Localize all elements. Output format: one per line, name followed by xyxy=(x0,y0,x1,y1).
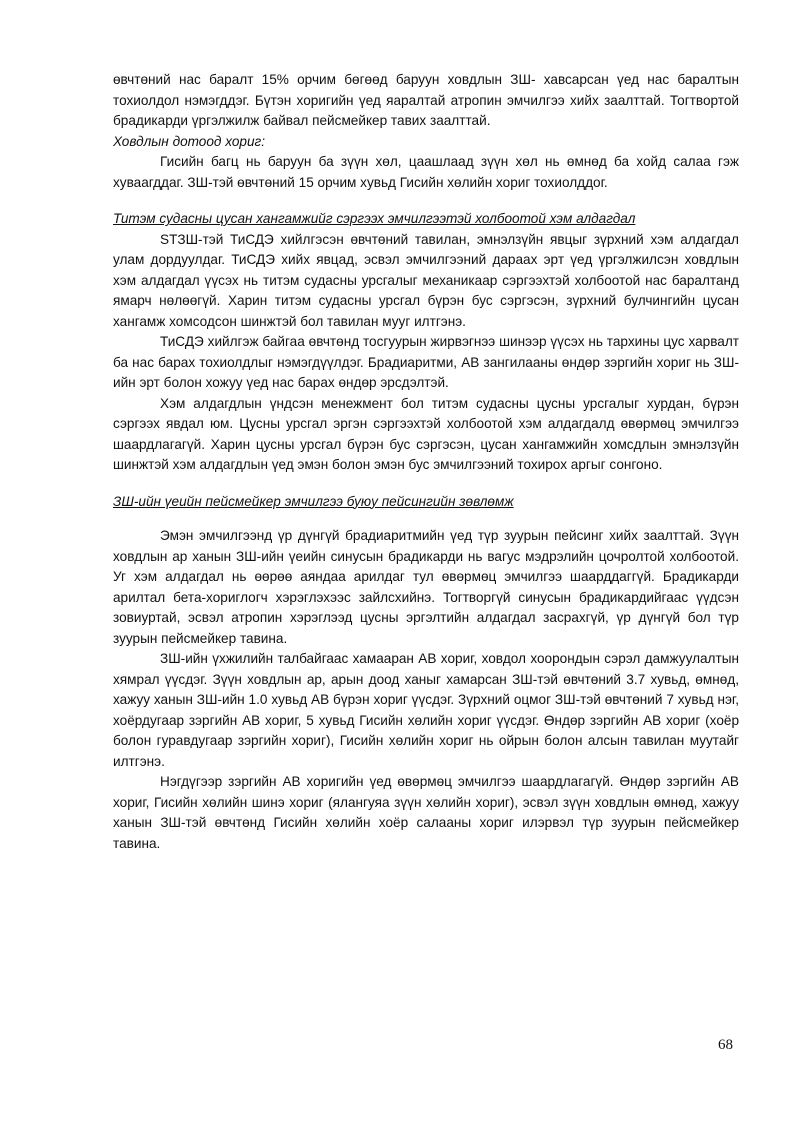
paragraph-his-bundle: Гисийн багц нь баруун ба зүүн хөл, цаашлаад зүүн хөл нь өмнөд ба хойд салаа гэж хуваагддаг. ЗШ-тэй өвчтөний 15 орчим хувьд Гисийн хөлийн хориг тохиолддог. xyxy=(113,154,739,190)
paragraph-section2-3: Нэгдүгээр зэргийн АВ хоригийн үед өвөрмөц эмчилгээ шаардлагагүй. Өндөр зэргийн АВ хориг, Гисийн хөлийн шинэ хориг (ялангуяа зүүн хөлийн хориг), эсвэл зүүн ховдлын өмнөд, хажуу ханын ЗШ-тэй өвчтөнд Гисийн хөлийн хоёр салааны хориг илэрвэл түр зуурын пейсмейкер тавина. xyxy=(113,774,739,851)
paragraph-section1-3: Хэм алдагдлын үндсэн менежмент бол титэм судасны цусны урсгалыг хурдан, бүрэн сэргээх явдал юм. Цусны урсгал эргэн сэргээхтэй холбоотой хэм алдагдалд өвөрмөц эмчилгээ шаардлагагүй. Харин цусны урсгал бүрэн бус сэргэсэн, цусан хангамжийн хомсдлын эмнэлзүйн шинжтэй хэм алдагдлын үед эмэн болон эмэн бус эмчилгээний тохирох аргыг сонгоно. xyxy=(113,395,739,472)
subheading-ventricular-block: Ховдлын дотоод хориг: xyxy=(113,133,266,149)
document-page xyxy=(113,70,739,854)
paragraph-section1-1: STЗШ-тэй ТиСДЭ хийлгэсэн өвчтөний тавилан, эмнэлзүйн явцыг зүрхний хэм алдагдал улам дордуулдаг. ТиСДЭ хийх явцад, эсвэл эмчилгээний дараах эрт үед үргэлжилсэн ховдлын хэм алдагдал үүсэх нь титэм судасны урсгалыг механикаар сэргээхтэй холбоотой нас баралтанд ямарч нөлөөгүй. Харин титэм судасны урсгал бүрэн бус сэргэсэн, зүрхний булчингийн цусан хангамж хомсодсон шинжтэй бол тавилан мууг илтгэнэ. xyxy=(113,231,739,329)
spacer xyxy=(113,476,739,492)
page-number: 68 xyxy=(718,1037,733,1053)
paragraph-section2-1: Эмэн эмчилгээнд үр дүнгүй брадиаритмийн үед түр зуурын пейсинг хийх заалттай. Зүүн ховдлын ар ханын ЗШ-ийн үеийн синусын брадикарди нь вагус мэдрэлийн цочролтой холбоотой. Уг хэм алдагдал нь өөрөө аяндаа арилдаг тул өвөрмөц эмчилгээ шаарддаггүй. Брадикарди арилтал бета-хориглогч хэрэглэхээс зайлсхийнэ. Тогтворгүй синусын брадикардийгаас үүдсэн зовиуртай, эсвэл атропин хэрэглээд цусны эргэлтийн алдагдал засрахгүй, үр дүнгүй бол түр зуурын пейсмейкер тавина. xyxy=(113,528,739,646)
section-title-pacing-recommendation: ЗШ-ийн үеийн пейсмейкер эмчилгээ буюу пейсингийн зөвлөмж xyxy=(113,493,514,509)
section-title-reperfusion-arrhythmia: Титэм судасны цусан хангамжийг сэргээх эмчилгээтэй холбоотой хэм алдагдал xyxy=(113,211,636,226)
paragraph-section1-2: ТиСДЭ хийлгэж байгаа өвчтөнд тосгуурын жирвэгнээ шинээр үүсэх нь тархины цус харвалт ба нас барах тохиолдлыг нэмэгдүүлдэг. Брадиаритми, АВ зангилааны өндөр зэргийн хориг нь ЗШ-ийн эрт болон хожуу үед нас барах өндөр эрсдэлтэй. xyxy=(113,334,739,390)
paragraph-continued: өвчтөний нас баралт 15% орчим бөгөөд баруун ховдлын ЗШ- хавсарсан үед нас баралтын тохиолдол нэмэгддэг. Бүтэн хоригийн үед яаралтай атропин эмчилгээ хийх заалттай. Тогтвортой брадикарди үргэлжилж байвал пейсмейкер тавих заалттай. xyxy=(113,72,739,128)
spacer xyxy=(113,193,739,209)
paragraph-section2-2: ЗШ-ийн үхжилийн талбайгаас хамааран АВ хориг, ховдол хоорондын сэрэл дамжуулалтын хямрал үүсдэг. Зүүн ховдлын ар, арын доод ханыг хамарсан ЗШ-тэй өвчтөний 3.7 хувьд, өмнөд, хажуу ханын ЗШ-ийн 1.0 хувьд АВ бүрэн хориг үүсдэг. Зүрхний оцмог ЗШ-тэй өвчтөний 7 хувьд нэг, хоёрдугаар зэргийн АВ хориг, 5 хувьд Гисийн хөлийн хориг үүсдэг. Өндөр зэргийн АВ хориг (хоёр болон гуравдугаар зэргийн хориг), Гисийн хөлийн хориг нь ойрын болон алсын тавилан муутайг илтгэнэ. xyxy=(113,651,739,769)
spacer xyxy=(113,512,739,526)
